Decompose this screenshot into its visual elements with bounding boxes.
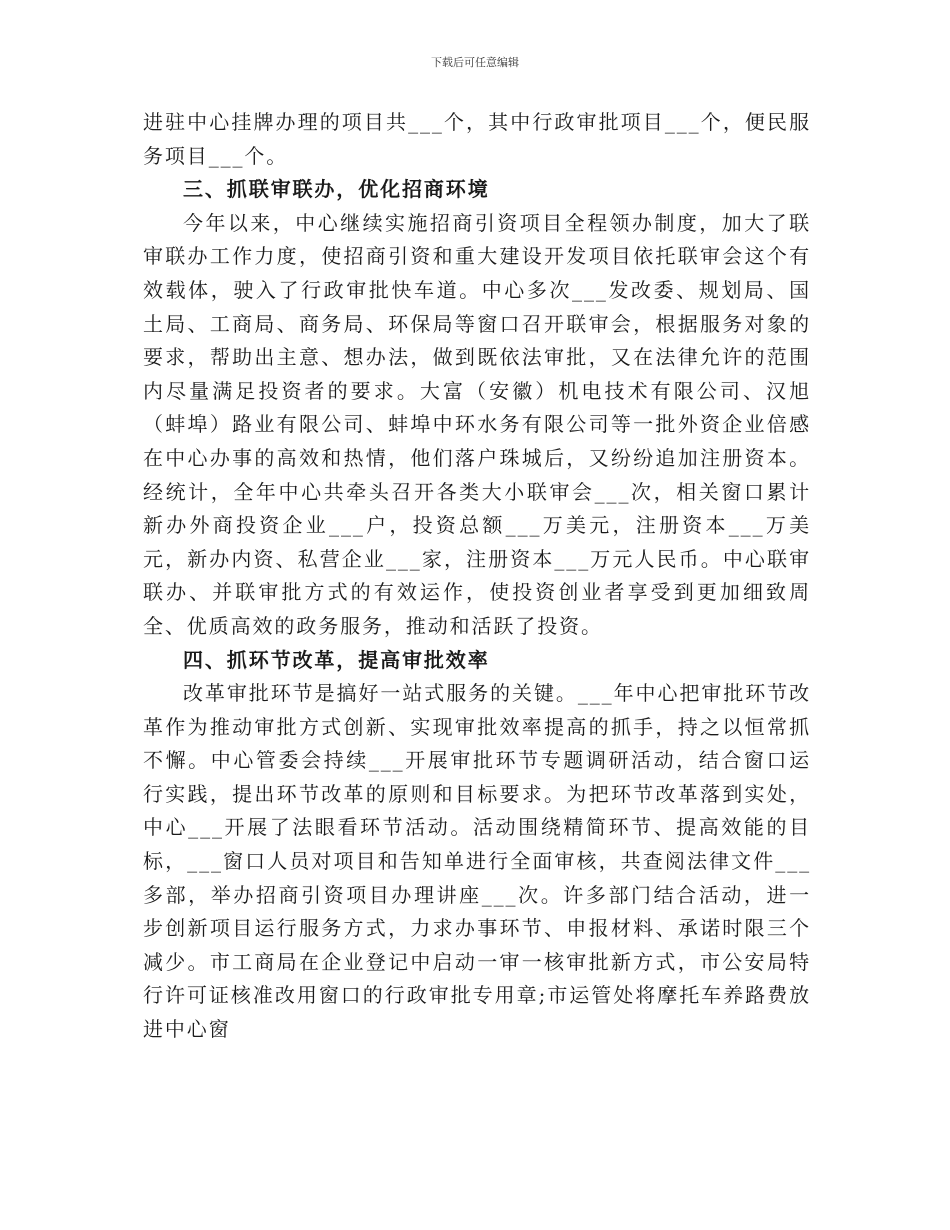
section-heading-4: 四、抓环节改革，提高审批效率 (183, 647, 490, 672)
paragraph-continued: 进驻中心挂牌办理的项目共___个，其中行政审批项目___个，便民服务项目___个。 (143, 110, 811, 168)
page-header: 下载后可任意编辑 (431, 56, 519, 69)
document-body (143, 106, 811, 1047)
section-heading-3: 三、抓联审联办，优化招商环境 (183, 177, 490, 202)
paragraph-section-4: 改革审批环节是搞好一站式服务的关键。___年中心把审批环节改革作为推动审批方式创新、实现审批效率提高的抓手，持之以恒常抓不懈。中心管委会持续___开展审批环节专题调研活动，结合窗口运行实践，提出环节改革的原则和目标要求。为把环节改革落到实处，中心___开展了法眼看环节活动。活动围绕精简环节、提高效能的目标，___窗口人员对项目和告知单进行全面审核，共查阅法律文件___多部，举办招商引资项目办理讲座___次。许多部门结合活动，进一步创新项目运行服务方式，力求办事环节、申报材料、承诺时限三个减少。市工商局在企业登记中启动一审一核审批新方式，市公安局特行许可证核准改用窗口的行政审批专用章;市运管处将摩托车养路费放进中心窗 (143, 681, 811, 1042)
paragraph-section-3: 今年以来，中心继续实施招商引资项目全程领办制度，加大了联审联办工作力度，使招商引资和重大建设开发项目依托联审会这个有效载体，驶入了行政审批快车道。中心多次___发改委、规划局、国土局、工商局、商务局、环保局等窗口召开联审会，根据服务对象的要求，帮助出主意、想办法，做到既依法审批，又在法律允许的范围内尽量满足投资者的要求。大富（安徽）机电技术有限公司、汉旭（蚌埠）路业有限公司、蚌埠中环水务有限公司等一批外资企业倍感在中心办事的高效和热情，他们落户珠城后，又纷纷追加注册资本。经统计，全年中心共牵头召开各类大小联审会___次，相关窗口累计新办外商投资企业___户，投资总额___万美元，注册资本___万美元，新办内资、私营企业___家，注册资本___万元人民币。中心联审联办、并联审批方式的有效运作，使投资创业者享受到更加细致周全、优质高效的政务服务，推动和活跃了投资。 (143, 210, 811, 638)
